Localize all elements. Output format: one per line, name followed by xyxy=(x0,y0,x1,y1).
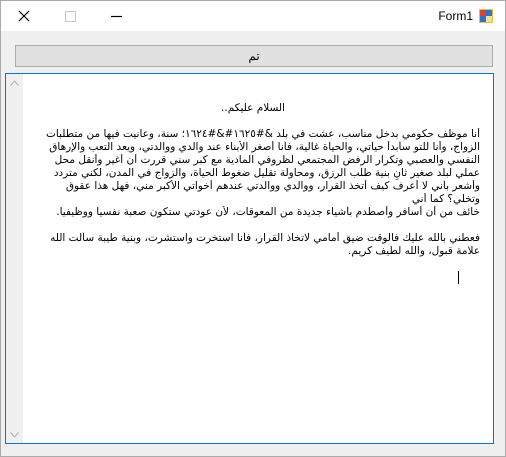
text-line: خائف من أن أسافر وأصطدم بأشياء جديدة من المعوقات، لأن عودتي ستكون صعبة نفسيا ووظيفيا. xyxy=(56,206,480,218)
greeting-line: السلام عليكم.. xyxy=(221,102,285,114)
message-textbox[interactable] xyxy=(5,73,494,444)
window-title: Form1 xyxy=(438,9,473,23)
app-icon[interactable] xyxy=(479,9,493,23)
text-line: أنا موظف حكومي بدخل مناسب، عشت في بلد &#١٦٢٥#&#١٦٢٤؛ سنة، وعانيت فيها من متطلبات xyxy=(46,128,480,140)
scroll-down-button[interactable] xyxy=(6,426,23,443)
chevron-down-icon xyxy=(10,432,19,438)
close-button[interactable] xyxy=(1,1,47,31)
text-caret xyxy=(458,271,459,284)
minimize-button[interactable] xyxy=(93,1,139,31)
scroll-up-button[interactable] xyxy=(6,74,23,91)
text-line: عملي لبلد صغير ثانٍ بنية طلب الرزق، ومحاولة تقليل ضغوط الحياة، والزواج في المدن، لكني متردد xyxy=(53,167,480,179)
text-line: فعطني بالله عليك فالوقت ضيق أمامي لاتخاذ القرار، فأنا استخرت واستشرت، وبنية طيبة سألت الله xyxy=(50,232,480,244)
text-line: علامة قبول، والله لطيف كريم. xyxy=(348,245,480,257)
vertical-scrollbar[interactable] xyxy=(6,74,23,443)
ok-button[interactable]: تم xyxy=(15,45,493,67)
maximize-icon xyxy=(65,11,76,22)
minimize-icon xyxy=(111,11,122,22)
text-line: وتخلي؟ كما أني xyxy=(411,193,480,205)
text-line: وأشعر بأني لا أعرف كيف أتخذ القرار، ووالدي ووالدتي عندهم أخواتي الأكبر مني، فهل هذا عقوق xyxy=(65,180,480,192)
text-line: الزواج، وأنا للتو سأبدأ حياتي، والحياة غالية، فأنا أصغر الأبناء عند والدي ووالدتي، ويعد التعب والإرهاق xyxy=(49,141,480,153)
blank-line xyxy=(26,115,480,128)
blank-line xyxy=(26,219,480,232)
title-bar[interactable] xyxy=(1,1,505,31)
chevron-up-icon xyxy=(10,80,19,86)
text-content xyxy=(26,102,480,258)
text-line: النفسي والعصبي وتكرار الرفض المجتمعي لظروفي المادية مع كبر سني قررت أن أغير وأنقل محل xyxy=(54,154,480,166)
close-icon xyxy=(18,10,30,22)
maximize-button[interactable] xyxy=(47,1,93,31)
